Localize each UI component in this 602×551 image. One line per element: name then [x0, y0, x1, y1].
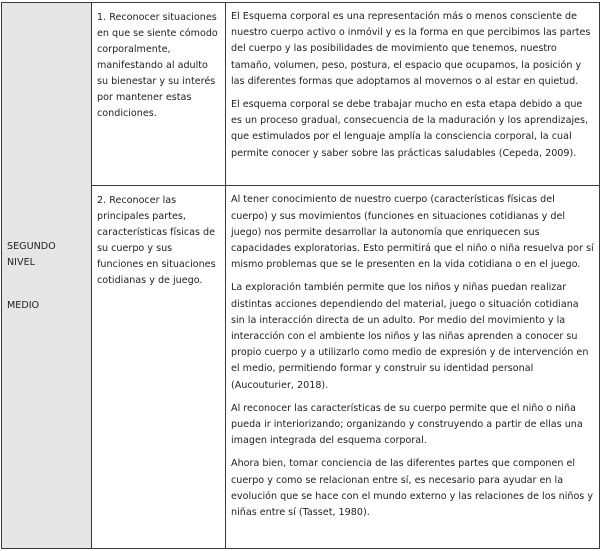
description-paragraph: Al reconocer las características de su cuerpo permite que el niño o niña pueda ir interiorizando; organizando y construyendo a partir de ellas una imagen integrada del esquema corporal.	[231, 402, 583, 447]
description-paragraph: La exploración también permite que los niños y niñas puedan realizar distintas acciones dependiendo del material, juego o situación cotidiana sin la interacción directa de un adulto. Por medio del movimiento y la interacción con el ambiente los niños y las niñas aprenden a conocer su propio cuerpo y a utilizarlo como medio de expresión y de intervención en el medio, permitiendo formar y construir su identidad personal (Aucouturier, 2018).	[231, 282, 589, 391]
level-label-segundo: SEGUNDO	[7, 241, 56, 252]
description-paragraph: Al tener conocimiento de nuestro cuerpo (características físicas del cuerpo) y sus movimientos (funciones en situaciones cotidianas y del juego) nos permite desarrollar la autonomía que enriquecen sus capacidades exploratorias. Esto permitirá que el niño o niña resuelva por sí mismo problemas que se le presenten en la vida cotidiana o en el juego.	[231, 194, 594, 271]
objective-text: 1. Reconocer situaciones en que se siente cómodo corporalmente, manifestando al adulto su bienestar y su interés por mantener estas condiciones.	[97, 12, 218, 119]
objective-text: 2. Reconocer las principales partes, características físicas de su cuerpo y sus funciones en situaciones cotidianas y de juego.	[97, 195, 216, 287]
table-row	[2, 186, 600, 549]
description-paragraph: El esquema corporal se debe trabajar mucho en esta etapa debido a que es un proceso gradual, consecuencia de la maduración y los aprendizajes, que estimulados por el lenguaje amplía la consciencia corporal, la cual permite conocer y saber sobre las prácticas saludables (Cepeda, 2009).	[231, 99, 589, 159]
description-cell	[226, 3, 600, 186]
objective-cell	[92, 3, 226, 186]
objective-cell	[92, 186, 226, 549]
table-row	[2, 3, 600, 186]
description-paragraph: El Esquema corporal es una representación más o menos consciente de nuestro cuerpo activo o inmóvil y es la forma en que percibimos las partes del cuerpo y las posibilidades de movimiento que tenemos, nuestro tamaño, volumen, peso, postura, el espacio que ocupamos, la posición y las diferentes formas que adoptamos al movernos o al estar en quietud.	[231, 11, 591, 87]
description-cell	[226, 186, 600, 549]
curriculum-table	[1, 2, 600, 549]
level-cell	[2, 3, 92, 549]
level-label-medio: MEDIO	[7, 300, 40, 311]
description-paragraph: Ahora bien, tomar conciencia de las diferentes partes que componen el cuerpo y como se relacionan entre sí, es necesario para ayudar en la evolución que se hace con el mundo externo y las relaciones de los niños y niñas entre sí (Tasset, 1980).	[231, 458, 594, 518]
level-label-nivel: NIVEL	[7, 257, 35, 268]
